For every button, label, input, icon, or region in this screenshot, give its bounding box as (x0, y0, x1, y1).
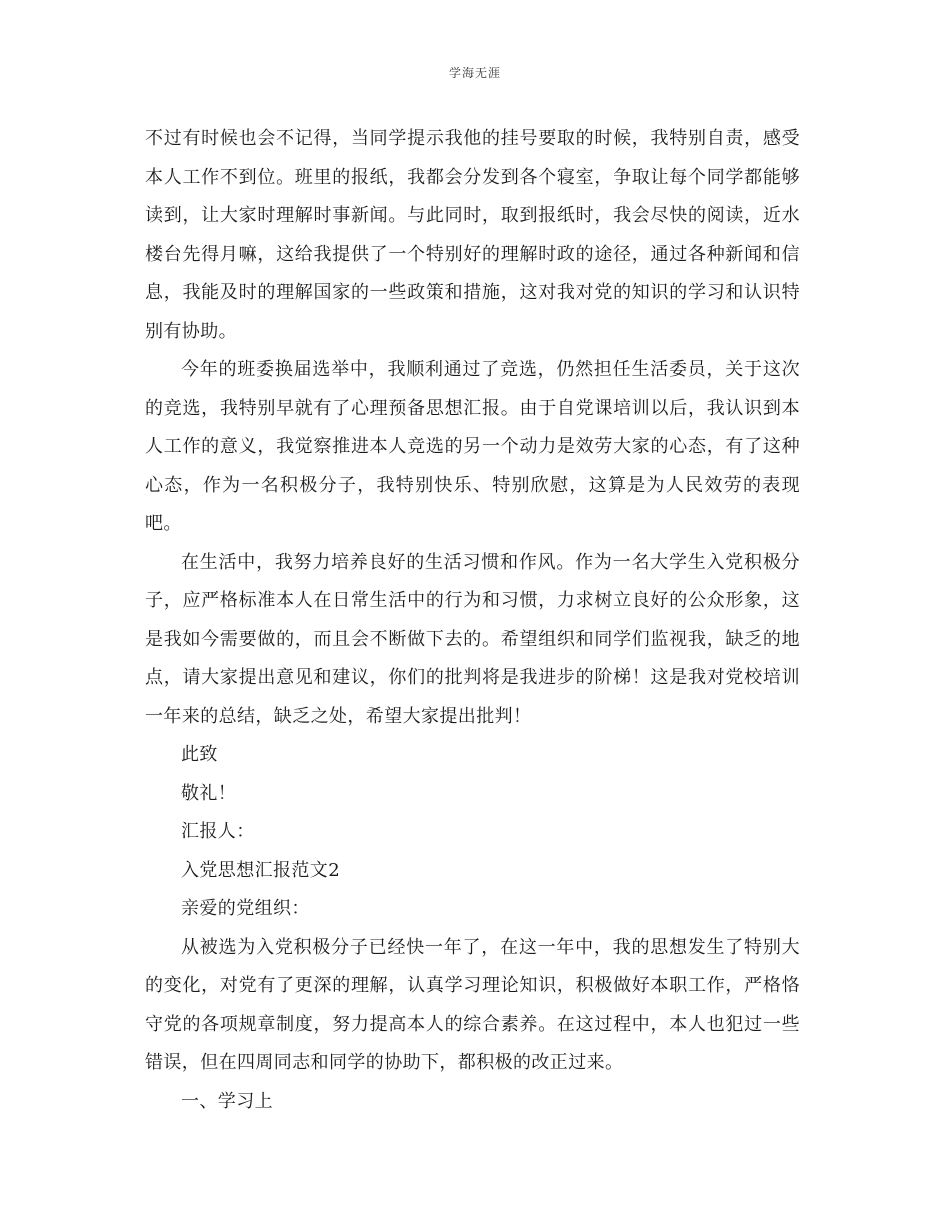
section-title-sample-2: 入党思想汇报范文2 (181, 859, 341, 881)
paragraph-daily-life: 在生活中，我努力培养良好的生活习惯和作风。作为一名大学生入党积极分子，应严格标准本人在日常生活中的行为和习惯，力求树立良好的公众形象，这是我如今需要做的，而且会不断做下去的。希望组织和同学们监视我，缺乏的地点，请大家提出意见和建议，你们的批判将是我进步的阶梯！这是我对党校培训一年来的总结，缺乏之处，希望大家提出批判！ (145, 551, 800, 727)
document-body (145, 120, 800, 1121)
letter-greeting: 亲爱的党组织： (181, 898, 310, 919)
reporter-signature-line: 汇报人： (181, 821, 255, 842)
page-header: 学海无涯 (448, 66, 501, 80)
paragraph-introduction: 从被选为入党积极分子已经快一年了，在这一年中，我的思想发生了特别大的变化，对党有了更深的理解，认真学习理论知识，积极做好本职工作，严格恪守党的各项规章制度，努力提高本人的综合素养。在这过程中，本人也犯过一些错误，但在四周同志和同学的协助下，都积极的改正过来。 (145, 936, 800, 1073)
paragraph-class-election: 今年的班委换届选举中，我顺利通过了竞选，仍然担任生活委员，关于这次的竞选，我特别早就有了心理预备思想汇报。由于自党课培训以后，我认识到本人工作的意义，我觉察推进本人竞选的另一个动力是效劳大家的心态，有了这种心态，作为一名积极分子，我特别快乐、特别欣慰，这算是为人民效劳的表现吧。 (145, 359, 800, 534)
paragraph-continuation: 不过有时候也会不记得，当同学提示我他的挂号要取的时候，我特别自责，感受本人工作不到位。班里的报纸，我都会分发到各个寝室，争取让每个同学都能够读到，让大家时理解时事新闻。与此同时，取到报纸时，我会尽快的阅读，近水楼台先得月嘛，这给我提供了一个特别好的理解时政的途径，通过各种新闻和信息，我能及时的理解国家的一些政策和措施，这对我对党的知识的学习和认识特别有协助。 (145, 128, 800, 342)
closing-regards: 敬礼！ (181, 782, 237, 804)
closing-salutation: 此致 (181, 744, 218, 765)
section-heading-study: 一、学习上 (181, 1090, 273, 1112)
